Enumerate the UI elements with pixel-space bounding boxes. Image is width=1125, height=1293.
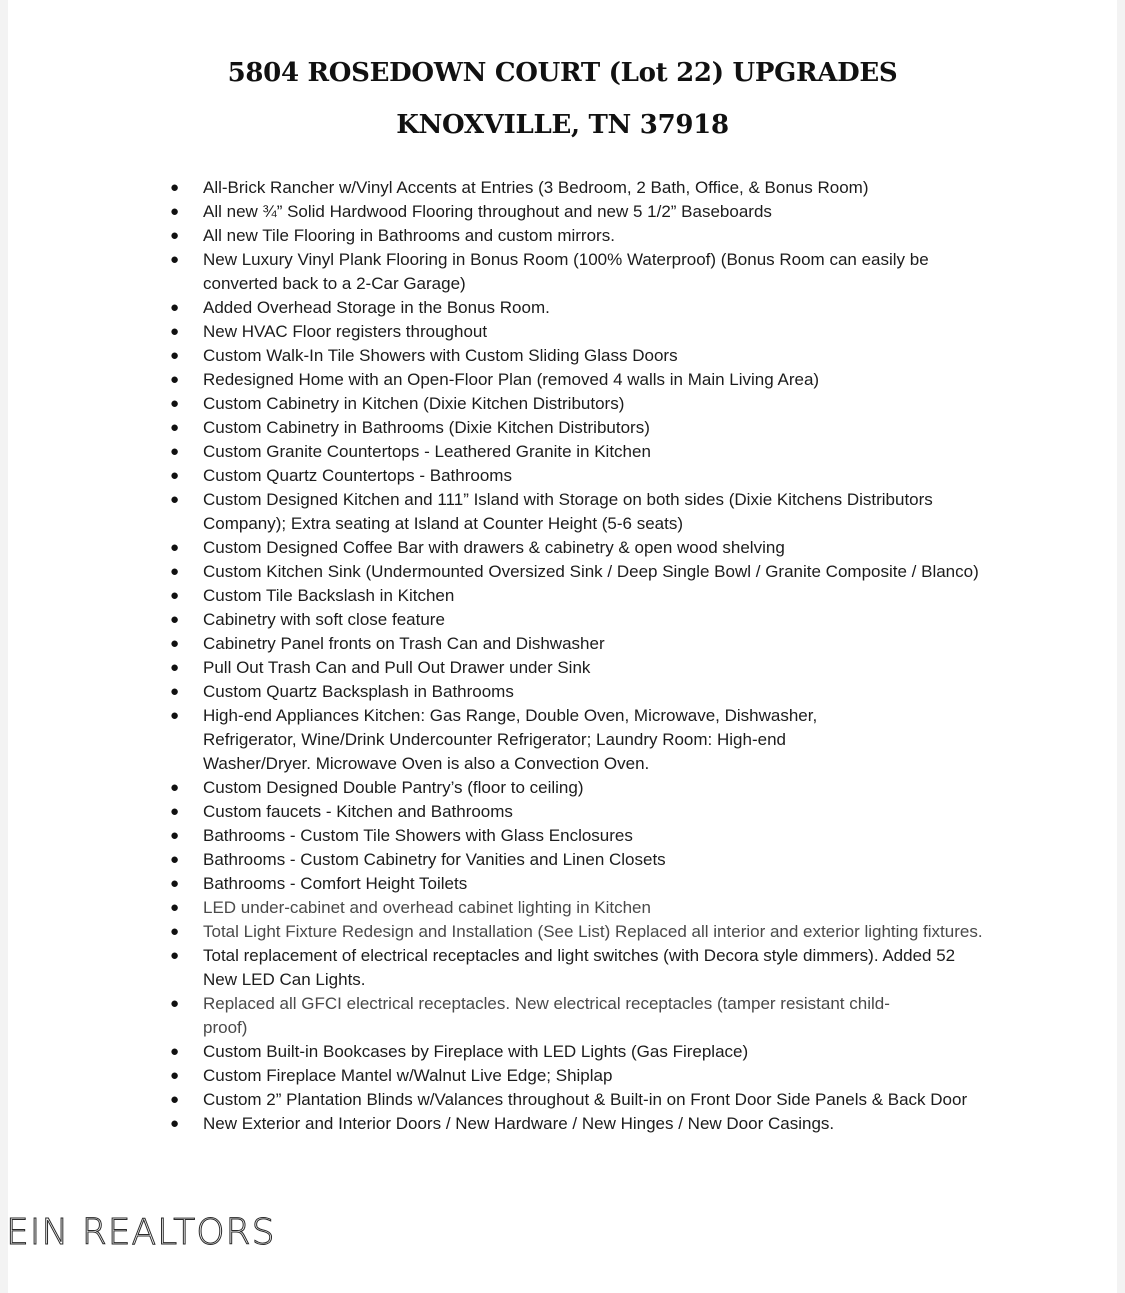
list-item-text: New Exterior and Interior Doors / New Hardware / New Hinges / New Door Casings. [203, 1114, 835, 1133]
list-item-text: Custom Built-in Bookcases by Fireplace with LED Lights (Gas Fireplace) [203, 1042, 749, 1061]
list-item [0, 944, 993, 992]
list-item [0, 680, 993, 704]
list-item-text: Custom Cabinetry in Kitchen (Dixie Kitchen Distributors) [203, 394, 625, 413]
list-item [0, 440, 993, 464]
list-item-text: Bathrooms - Custom Tile Showers with Glass Enclosures [203, 826, 633, 845]
list-item-text: Custom Granite Countertops - Leathered Granite in Kitchen [203, 442, 651, 461]
list-item-text: Custom Designed Kitchen and 111” Island with Storage on both sides (Dixie Kitchens Distributors Company); Extra seating at Island at Counter Height (5-6 seats) [203, 490, 933, 533]
bullet-icon: ● [170, 1091, 180, 1108]
bullet-icon: ● [170, 995, 180, 1012]
list-item [0, 608, 993, 632]
bullet-icon: ● [170, 371, 180, 388]
list-item [0, 536, 993, 560]
list-item-text: Custom Walk-In Tile Showers with Custom Sliding Glass Doors [203, 346, 678, 365]
list-item-text: Cabinetry Panel fronts on Trash Can and Dishwasher [203, 634, 605, 653]
list-item-text: LED under-cabinet and overhead cabinet lighting in Kitchen [203, 898, 651, 917]
page-subtitle-location: KNOXVILLE, TN 37918 [396, 110, 729, 140]
bullet-icon: ● [170, 251, 180, 268]
bullet-icon: ● [170, 419, 180, 436]
list-item-text: Bathrooms - Comfort Height Toilets [203, 874, 468, 893]
list-item [0, 1040, 993, 1064]
bullet-icon: ● [170, 851, 180, 868]
list-item [0, 872, 993, 896]
list-item [0, 464, 993, 488]
list-item-text: All new ¾” Solid Hardwood Flooring throughout and new 5 1/2” Baseboards [203, 202, 772, 221]
list-item [0, 1064, 993, 1088]
list-item [0, 320, 993, 344]
bullet-icon: ● [170, 707, 180, 724]
bullet-icon: ● [170, 875, 180, 892]
list-item [0, 560, 993, 584]
bullet-icon: ● [170, 1043, 180, 1060]
list-item-text: Cabinetry with soft close feature [203, 610, 445, 629]
bullet-icon: ● [170, 1067, 180, 1084]
bullet-icon: ● [170, 659, 180, 676]
list-item-text: Replaced all GFCI electrical receptacles. New electrical receptacles (tamper resistant child-proof) [203, 994, 890, 1037]
bullet-icon: ● [170, 683, 180, 700]
bullet-icon: ● [170, 323, 180, 340]
bullet-icon: ● [170, 491, 180, 508]
list-item-text: Bathrooms - Custom Cabinetry for Vanities and Linen Closets [203, 850, 666, 869]
bullet-icon: ● [170, 467, 180, 484]
list-item-text: Custom faucets - Kitchen and Bathrooms [203, 802, 513, 821]
list-item-text: Custom Fireplace Mantel w/Walnut Live Edge; Shiplap [203, 1066, 613, 1085]
list-item [0, 392, 993, 416]
list-item [0, 776, 993, 800]
list-item [0, 200, 993, 224]
list-item-text: Added Overhead Storage in the Bonus Room. [203, 298, 550, 317]
list-item [0, 632, 993, 656]
list-item [0, 224, 993, 248]
bullet-icon: ● [170, 227, 180, 244]
list-item [0, 176, 993, 200]
list-item [0, 248, 993, 296]
list-item-text: Custom Cabinetry in Bathrooms (Dixie Kitchen Distributors) [203, 418, 650, 437]
bullet-icon: ● [170, 803, 180, 820]
bullet-icon: ● [170, 635, 180, 652]
list-item [0, 488, 993, 536]
list-item [0, 896, 993, 920]
list-item [0, 656, 993, 680]
list-item-text: Custom Designed Coffee Bar with drawers & cabinetry & open wood shelving [203, 538, 785, 557]
list-item-text: Custom 2” Plantation Blinds w/Valances throughout & Built-in on Front Door Side Panels & Back Door [203, 1090, 968, 1109]
bullet-icon: ● [170, 611, 180, 628]
list-item-text: Total Light Fixture Redesign and Installation (See List) Replaced all interior and exterior lighting fixtures. [203, 922, 983, 941]
list-item-text: Redesigned Home with an Open-Floor Plan (removed 4 walls in Main Living Area) [203, 370, 820, 389]
list-item [0, 584, 993, 608]
page-title: 5804 ROSEDOWN COURT (Lot 22) UPGRADES [227, 58, 898, 88]
list-item-text: Custom Kitchen Sink (Undermounted Oversized Sink / Deep Single Bowl / Granite Composite / Blanco) [203, 562, 979, 581]
list-item-text: All new Tile Flooring in Bathrooms and custom mirrors. [203, 226, 615, 245]
list-item-text: Custom Designed Double Pantry’s (floor to ceiling) [203, 778, 584, 797]
list-item-text: High-end Appliances Kitchen: Gas Range, Double Oven, Microwave, Dishwasher, Refrigerator, Wine/Drink Undercounter Refrigerator; Laundry Room: High-end Washer/Dryer. Microwave Oven is also a Convection Oven. [203, 706, 818, 773]
bullet-icon: ● [170, 827, 180, 844]
list-item-text: Custom Quartz Backsplash in Bathrooms [203, 682, 514, 701]
bullet-icon: ● [170, 179, 180, 196]
list-item-text: All-Brick Rancher w/Vinyl Accents at Entries (3 Bedroom, 2 Bath, Office, & Bonus Room) [203, 178, 869, 197]
bullet-icon: ● [170, 347, 180, 364]
list-item [0, 368, 993, 392]
list-item [0, 344, 993, 368]
list-item [0, 1112, 993, 1136]
list-item [0, 296, 993, 320]
list-item [0, 992, 903, 1040]
bullet-icon: ● [170, 923, 180, 940]
bullet-icon: ● [170, 395, 180, 412]
bullet-icon: ● [170, 443, 180, 460]
list-item [0, 824, 993, 848]
bullet-icon: ● [170, 539, 180, 556]
list-item [0, 704, 873, 776]
bullet-icon: ● [170, 947, 180, 964]
bullet-icon: ● [170, 563, 180, 580]
list-item-text: Custom Tile Backslash in Kitchen [203, 586, 455, 605]
upgrades-list [0, 176, 1125, 1136]
bullet-icon: ● [170, 203, 180, 220]
bullet-icon: ● [170, 779, 180, 796]
bullet-icon: ● [170, 299, 180, 316]
list-item-text: Pull Out Trash Can and Pull Out Drawer under Sink [203, 658, 591, 677]
list-item-text: New HVAC Floor registers throughout [203, 322, 488, 341]
watermark-logo: EIN REALTORS [6, 1212, 276, 1253]
list-item [0, 1088, 993, 1112]
bullet-icon: ● [170, 899, 180, 916]
list-item [0, 848, 993, 872]
list-item-text: New Luxury Vinyl Plank Flooring in Bonus Room (100% Waterproof) (Bonus Room can easily be converted back to a 2-Car Garage) [203, 250, 929, 293]
list-item [0, 920, 993, 944]
list-item [0, 416, 993, 440]
list-item-text: Total replacement of electrical receptacles and light switches (with Decora style dimmers). Added 52 New LED Can Lights. [203, 946, 956, 989]
list-item [0, 800, 993, 824]
bullet-icon: ● [170, 1115, 180, 1132]
list-item-text: Custom Quartz Countertops - Bathrooms [203, 466, 512, 485]
bullet-icon: ● [170, 587, 180, 604]
